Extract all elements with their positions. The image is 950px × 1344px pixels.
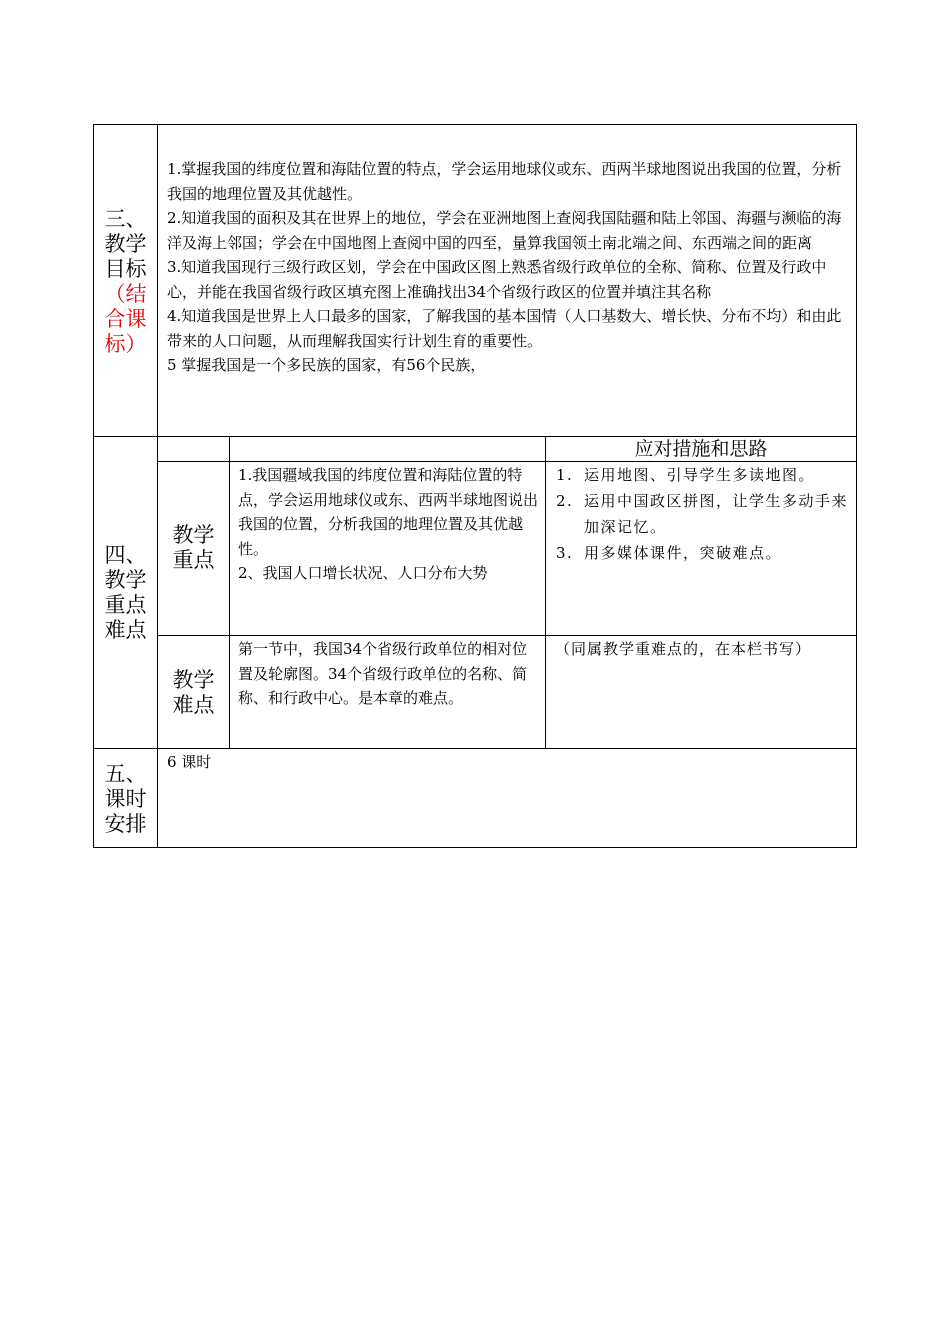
inner-key-difficult-divider bbox=[157, 635, 857, 636]
objectives-row-header bbox=[94, 207, 157, 357]
inner-measures-column-divider bbox=[545, 436, 546, 749]
key-difficult-title-line3: 难点 bbox=[104, 618, 147, 642]
table-border-top bbox=[93, 124, 857, 125]
objective-item-5: 5 掌握我国是一个多民族的国家，有56个民族， bbox=[167, 356, 486, 374]
objectives-title-line2: 目标 bbox=[104, 257, 147, 281]
inner-label-column-divider bbox=[229, 436, 230, 749]
schedule-row-header bbox=[94, 762, 157, 837]
schedule-content: 6 课时 bbox=[167, 753, 212, 771]
objectives-note-line1: （结 bbox=[104, 282, 147, 306]
objective-item-3: 3.知道我国现行三级行政区划，学会在中国政区图上熟悉省级行政单位的全称、简称、位置及行政中心，并能在我国省级行政区填充图上准确找出34个省级行政区的位置并填注其名称 bbox=[167, 258, 827, 301]
key-difficult-number: 四、 bbox=[104, 543, 147, 567]
schedule-title-line2: 安排 bbox=[104, 812, 147, 836]
objective-item-1: 1.掌握我国的纬度位置和海陆位置的特点，学会运用地球仪或东、西两半球地图说出我国的位置，分析我国的地理位置及其优越性。 bbox=[167, 160, 842, 203]
objective-item-2: 2.知道我国的面积及其在世界上的地位，学会在亚洲地图上查阅我国陆疆和陆上邻国、海疆与濒临的海洋及海上邻国；学会在中国地图上查阅中国的四至，量算我国领土南北端之间、东西端之间的距离 bbox=[167, 209, 842, 252]
table-border-right bbox=[856, 124, 857, 848]
measure-item-1: 1. 运用地图、引导学生多读地图。 bbox=[556, 466, 816, 484]
key-points-content bbox=[238, 463, 540, 586]
objectives-note-line3: 标） bbox=[104, 332, 147, 356]
objectives-list bbox=[167, 157, 850, 378]
table-border-bottom bbox=[93, 847, 857, 848]
objective-item-4: 4.知道我国是世界上人口最多的国家，了解我国的基本国情（人口基数大、增长快、分布不均）和由此带来的人口问题，从而理解我国实行计划生育的重要性。 bbox=[167, 307, 842, 350]
measures-column-header: 应对措施和思路 bbox=[634, 438, 768, 460]
objectives-number: 三、 bbox=[104, 207, 147, 231]
row-divider-key-difficult bbox=[93, 748, 857, 749]
key-point-item-2: 2、我国人口增长状况、人口分布大势 bbox=[238, 564, 488, 582]
key-difficult-row-header bbox=[94, 543, 157, 643]
difficult-points-content: 第一节中，我国34个省级行政单位的相对位置及轮廓图。34个省级行政单位的名称、简称、和行政中心。是本章的难点。 bbox=[238, 640, 528, 707]
objectives-title-line1: 教学 bbox=[104, 232, 147, 256]
measure-item-2: 2. 运用中国政区拼图，让学生多动手来加深记忆。 bbox=[556, 492, 849, 536]
difficult-points-label: 教学 难点 bbox=[172, 668, 215, 717]
header-column-divider bbox=[157, 124, 158, 848]
key-difficult-title-line1: 教学 bbox=[104, 568, 147, 592]
key-points-label: 教学 重点 bbox=[172, 523, 215, 572]
schedule-title-line1: 课时 bbox=[104, 787, 147, 811]
key-difficult-title-line2: 重点 bbox=[104, 593, 147, 617]
difficult-points-measures: （同属教学重难点的，在本栏书写） bbox=[555, 640, 812, 658]
objectives-note-line2: 合课 bbox=[104, 307, 147, 331]
key-point-item-1: 1.我国疆域我国的纬度位置和海陆位置的特点，学会运用地球仪或东、西两半球地图说出我国的位置，分析我国的地理位置及其优越性。 bbox=[238, 466, 539, 558]
key-points-measures-list bbox=[556, 462, 851, 566]
schedule-number: 五、 bbox=[104, 762, 147, 786]
measure-item-3: 3. 用多媒体课件，突破难点。 bbox=[556, 544, 783, 562]
